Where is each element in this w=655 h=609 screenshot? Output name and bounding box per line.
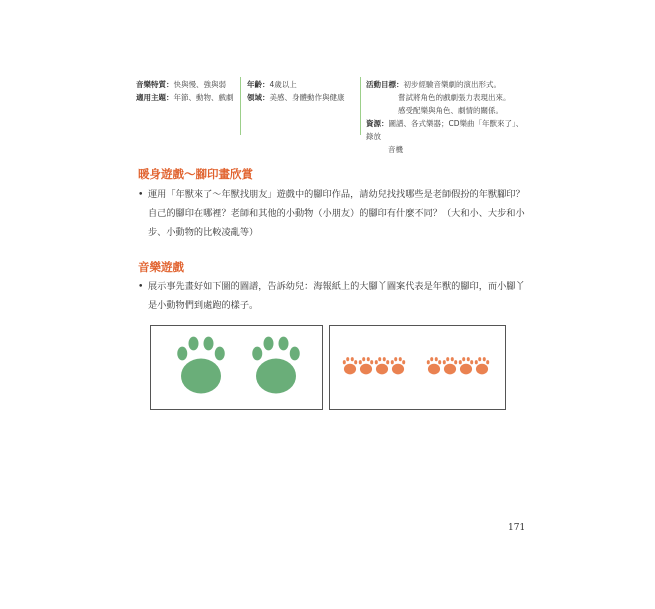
- meta-goal: [366, 78, 526, 91]
- meta-music-quality: [136, 78, 236, 91]
- meta-resources: [366, 117, 526, 143]
- meta-label: 音樂特質：: [136, 80, 174, 89]
- meta-label: 活動目標：: [366, 80, 404, 89]
- meta-value: 年節、動物、戲劇: [173, 93, 234, 102]
- small-paw-print: [443, 357, 457, 374]
- meta-resource-line: 音機: [388, 145, 403, 154]
- meta-value: 4歲以上: [269, 80, 297, 89]
- small-paw-print: [359, 357, 373, 374]
- section-title-warmup: 暖身遊戲～腳印畫欣賞: [138, 167, 253, 181]
- small-paw-print: [391, 357, 405, 374]
- big-paw-figure: [151, 326, 322, 409]
- small-paw-print: [459, 357, 473, 374]
- meta-value: 初步經驗音樂劇的演出形式。: [403, 80, 501, 89]
- paragraph-text: 展示事先畫好如下圖的圖譜，告訴幼兒：海報紙上的大腳丫圖案代表是年獸的腳印，而小腳丫是小動物們到處跑的樣子。: [148, 281, 525, 311]
- small-paw-panel: [329, 325, 506, 410]
- small-paw-print: [375, 357, 389, 374]
- meta-theme: [136, 91, 236, 104]
- meta-label: 適用主題：: [136, 93, 174, 102]
- big-paw-panel: [150, 325, 323, 410]
- meta-goal-line: 嘗試將角色的戲劇張力表現出來。: [398, 93, 511, 102]
- paragraph-text: 運用「年獸來了～年獸找朋友」遊戲中的腳印作品，請幼兒找找哪些是老師假扮的年獸腳印？自己的腳印在哪裡？老師和其他的小動物（小朋友）的腳印有什麼不同？（大和小、大步和小步、小動物的比較凌亂等）: [148, 189, 525, 238]
- meta-value: 圖譜、各式樂器；CD樂曲「年獸來了」、錄放: [366, 119, 524, 141]
- meta-divider: [360, 77, 361, 135]
- meta-domain: [247, 91, 357, 104]
- meta-column-1: [136, 78, 236, 104]
- bullet: •: [138, 189, 144, 200]
- big-paw-print: [252, 337, 300, 394]
- section-music-paragraph: [138, 277, 526, 315]
- meta-value: 快與慢、強與弱: [173, 80, 226, 89]
- meta-column-3: [366, 78, 526, 156]
- big-paw-print: [177, 337, 225, 394]
- meta-column-2: [247, 78, 357, 104]
- meta-label: 領域：: [247, 93, 270, 102]
- meta-label: 資源：: [366, 119, 389, 128]
- section-warmup-paragraph: [138, 185, 526, 242]
- small-paw-print: [343, 357, 357, 374]
- small-paw-figure: [330, 326, 505, 409]
- meta-label: 年齡：: [247, 80, 270, 89]
- page-number: 171: [508, 523, 526, 533]
- meta-age: [247, 78, 357, 91]
- meta-divider: [240, 77, 241, 135]
- small-paw-print: [427, 357, 441, 374]
- bullet: •: [138, 281, 144, 292]
- meta-value: 美感、身體動作與健康: [269, 93, 345, 102]
- meta-goal-line: 感受配樂與角色、劇情的關係。: [398, 106, 503, 115]
- small-paw-print: [475, 357, 489, 374]
- section-title-music-game: 音樂遊戲: [138, 260, 184, 274]
